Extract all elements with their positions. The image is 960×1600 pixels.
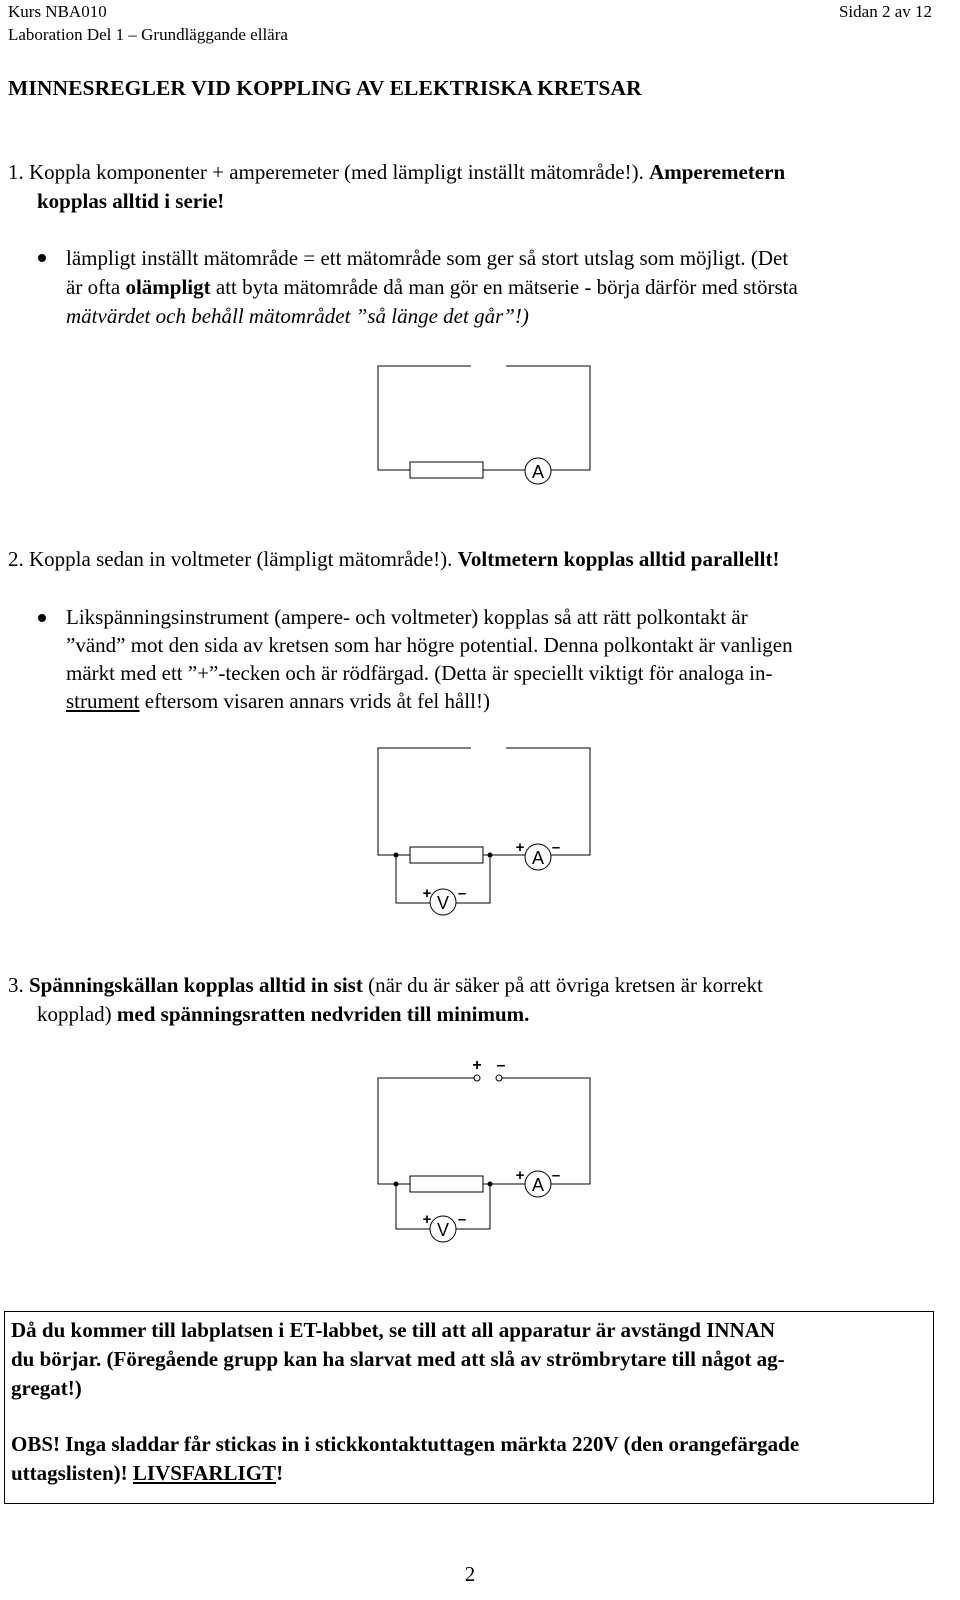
page-of: Sidan 2 av 12 bbox=[838, 2, 932, 21]
bullet-dot bbox=[38, 614, 46, 622]
circuit-2-ammeter-plus: + bbox=[515, 839, 525, 856]
circuit-2-voltmeter-minus: – bbox=[457, 885, 467, 902]
circuit-2-wire-left bbox=[378, 748, 471, 855]
rule1-bullet-line2: är ofta olämpligt att byta mätområde då man gör en mätserie - börja därför med största bbox=[66, 275, 798, 299]
circuit-2-node bbox=[394, 853, 399, 858]
warning-p1-line3: gregat!) bbox=[11, 1376, 82, 1400]
circuit-3-resistor bbox=[410, 1176, 483, 1192]
rule3-line2: kopplad) med spänningsratten nedvriden till minimum. bbox=[37, 1002, 530, 1026]
warning-box bbox=[4, 1311, 934, 1504]
circuit-3-voltmeter-minus: – bbox=[457, 1211, 467, 1228]
circuit-3-ammeter-plus: + bbox=[515, 1167, 525, 1184]
circuit-3-wire-left bbox=[378, 1078, 474, 1184]
circuit-3-ammeter-minus: – bbox=[551, 1167, 561, 1184]
rule3-line1: 3. Spänningskällan kopplas alltid in sist (när du är säker på att övriga kretsen är korrekt bbox=[8, 973, 763, 997]
circuit-2-voltmeter-label: V bbox=[436, 893, 450, 913]
bullet-dot bbox=[38, 254, 46, 262]
page-title: MINNESREGLER VID KOPPLING AV ELEKTRISKA KRETSAR bbox=[8, 76, 642, 100]
circuit-3-source-minus: – bbox=[496, 1057, 506, 1074]
circuit-2-node bbox=[488, 853, 493, 858]
circuit-3-node bbox=[394, 1182, 399, 1187]
rule2-line1: 2. Koppla sedan in voltmeter (lämpligt mätområde!). Voltmetern kopplas alltid parallellt! bbox=[8, 547, 780, 571]
rule1-line1: 1. Koppla komponenter + amperemeter (med lämpligt inställt mätområde!). Amperemetern bbox=[8, 160, 786, 184]
circuit-3-diagram bbox=[370, 1052, 610, 1252]
warning-spacer bbox=[11, 1403, 927, 1430]
rule2-bullet-line3: märkt med ett ”+”-tecken och är rödfärgad. (Detta är speciellt viktigt för analoga in- bbox=[66, 661, 773, 685]
circuit-3-source-plus: + bbox=[472, 1057, 482, 1074]
warning-p2-line1: OBS! Inga sladdar får stickas in i stickkontaktuttagen märkta 220V (den orangefärgade bbox=[11, 1432, 800, 1456]
circuit-2-diagram bbox=[370, 740, 610, 930]
rule2-bullet-line1: Likspänningsinstrument (ampere- och voltmeter) kopplas så att rätt polkontakt är bbox=[66, 605, 748, 629]
circuit-2-resistor bbox=[410, 847, 483, 863]
circuit-3-source-terminal-plus bbox=[474, 1075, 480, 1081]
circuit-3-ammeter-label: A bbox=[531, 1175, 545, 1195]
circuit-3-node bbox=[488, 1182, 493, 1187]
circuit-2-ammeter-label: A bbox=[531, 848, 545, 868]
rule1-bullet-line1: lämpligt inställt mätområde = ett mätområde som ger så stort utslag som möjligt. (Det bbox=[66, 246, 789, 270]
circuit-2-voltmeter-plus: + bbox=[422, 885, 432, 902]
circuit-3-voltmeter-plus: + bbox=[422, 1211, 432, 1228]
rule2-bullet-line2: ”vänd” mot den sida av kretsen som har högre potential. Denna polkontakt är vanligen bbox=[66, 633, 793, 657]
circuit-3-voltmeter-label: V bbox=[436, 1220, 450, 1240]
rule2-bullet-line4: strument eftersom visaren annars vrids åt fel håll!) bbox=[66, 689, 490, 713]
circuit-1-wire-left bbox=[378, 366, 471, 470]
warning-p1-line2: du börjar. (Föregående grupp kan ha slarvat med att slå av strömbrytare till något ag- bbox=[11, 1347, 785, 1371]
warning-p2-line2: uttagslisten)! LIVSFARLIGT! bbox=[11, 1461, 284, 1485]
course-code: Kurs NBA010 bbox=[8, 2, 107, 21]
circuit-1-ammeter-label: A bbox=[531, 462, 545, 482]
warning-p1-line1: Då du kommer till labplatsen i ET-labbet, se till att all apparatur är avstängd INNAN bbox=[11, 1318, 776, 1342]
circuit-1-diagram bbox=[370, 358, 610, 490]
circuit-2-ammeter-minus: – bbox=[551, 839, 561, 856]
circuit-1-resistor bbox=[410, 462, 483, 478]
rule1-bullet-line3: mätvärdet och behåll mätområdet ”så länge det går”!) bbox=[66, 304, 529, 328]
lab-title: Laboration Del 1 – Grundläggande ellära bbox=[8, 25, 288, 44]
circuit-1-wire-right bbox=[506, 366, 590, 470]
rule1-line2: kopplas alltid i serie! bbox=[37, 189, 225, 213]
circuit-3-source-terminal-minus bbox=[496, 1075, 502, 1081]
page-number: 2 bbox=[464, 1562, 476, 1586]
